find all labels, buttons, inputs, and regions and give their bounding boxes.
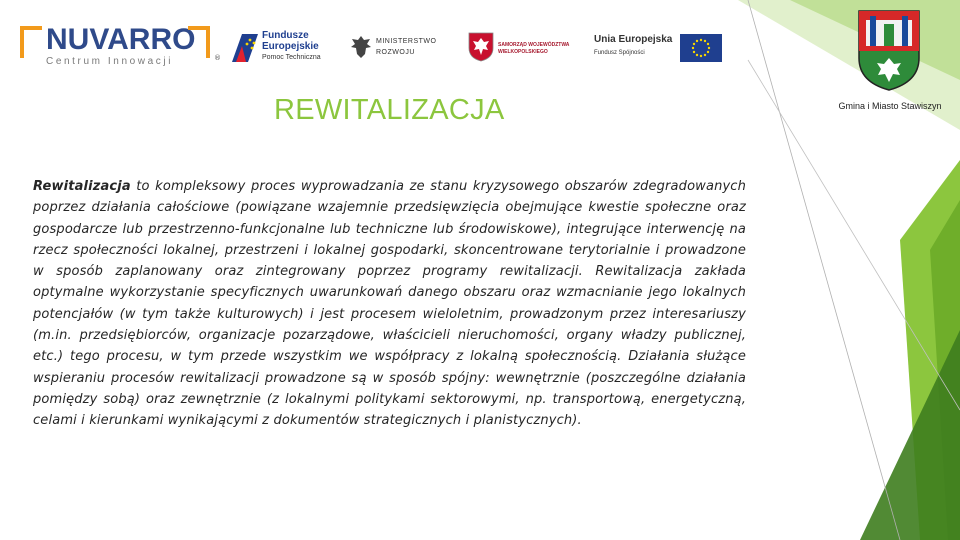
nuvarro-subtitle: Centrum Innowacji xyxy=(46,56,174,67)
crest-label: Gmina i Miasto Stawiszyn xyxy=(838,101,942,111)
ue-line1: Unia Europejska xyxy=(594,34,673,45)
ministerstwo-line2: ROZWOJU xyxy=(376,49,415,56)
polish-eagle-icon xyxy=(350,34,372,60)
body-paragraph: to kompleksowy proces wyprowadzania ze stanu kryzysowego obszarów zdegradowanych poprzez działania całościowe (powiązane wzajemnie przedsięwzięcia obejmujące kwestie społeczne oraz gospodarcze lub przestrzenno-funkcjonalne lub techniczne lub środowiskowe), integrujące interwencję na rzecz społeczności lokalnej, przestrzeni i lokalnej gospodarki, skoncentrowane terytorialnie i prowadzone w sposób zaplanowany oraz zintegrowany poprzez programy rewitalizacji. Rewitalizacja zakłada optymalne wykorzystanie specyficznych uwarunkowań danego obszaru oraz wzmacnianie jego lokalnych potencjałów (w tym także kulturowych) i jest procesem wieloletnim, prowadzonym przez interesariuszy (m.in. przedsiębiorców, organizacje pozarządowe, właścicieli nieruchomości, organy władzy publicznej, etc.) tego procesu, w tym przede wszystkim we współpracy z lokalną społecznością. Działania służące wspieraniu procesów rewitalizacji prowadzone są w sposób spójny: wewnętrznie (poszczególne działania pomiędzy sobą) oraz zewnętrznie (z lokalnymi politykami sektorowymi, np. transportową, energetyczną, celami i kierunkami wynikającymi z dokumentów strategicznych i planistycznych). xyxy=(33,179,746,429)
nuvarro-brand: NUVARRO xyxy=(46,23,196,56)
fe-line3: Pomoc Techniczna xyxy=(262,54,321,61)
partner-logos-bar xyxy=(0,0,760,80)
ministerstwo-line1: MINISTERSTWO xyxy=(376,38,437,45)
fundusze-europejskie-logo xyxy=(232,28,336,66)
unia-europejska-logo xyxy=(594,34,724,66)
fe-line2: Europejskie xyxy=(262,41,319,52)
samorzad-line1: SAMORZĄD WOJEWÓDZTWA xyxy=(498,42,570,48)
samorzad-line2: WIELKOPOLSKIEGO xyxy=(498,49,548,55)
stawiszyn-crest-icon xyxy=(856,8,922,92)
fe-line1: Fundusze xyxy=(262,30,309,41)
nuvarro-logo xyxy=(18,22,221,68)
nuvarro-bracket-right-icon xyxy=(188,26,210,58)
samorzad-wojewodztwa-logo xyxy=(468,32,572,64)
eu-flag-icon xyxy=(680,34,722,62)
slide-body xyxy=(33,176,746,432)
nuvarro-bracket-left-icon xyxy=(20,26,42,58)
ministerstwo-rozwoju-logo xyxy=(350,32,444,66)
registered-mark: ® xyxy=(214,54,221,62)
slide-title: REWITALIZACJA xyxy=(274,94,505,126)
wielkopolska-shield-icon xyxy=(468,32,494,62)
fundusze-europejskie-icon xyxy=(232,30,258,62)
ue-line2: Fundusz Spójności xyxy=(594,50,645,56)
body-lead-term: Rewitalizacja xyxy=(33,179,131,194)
